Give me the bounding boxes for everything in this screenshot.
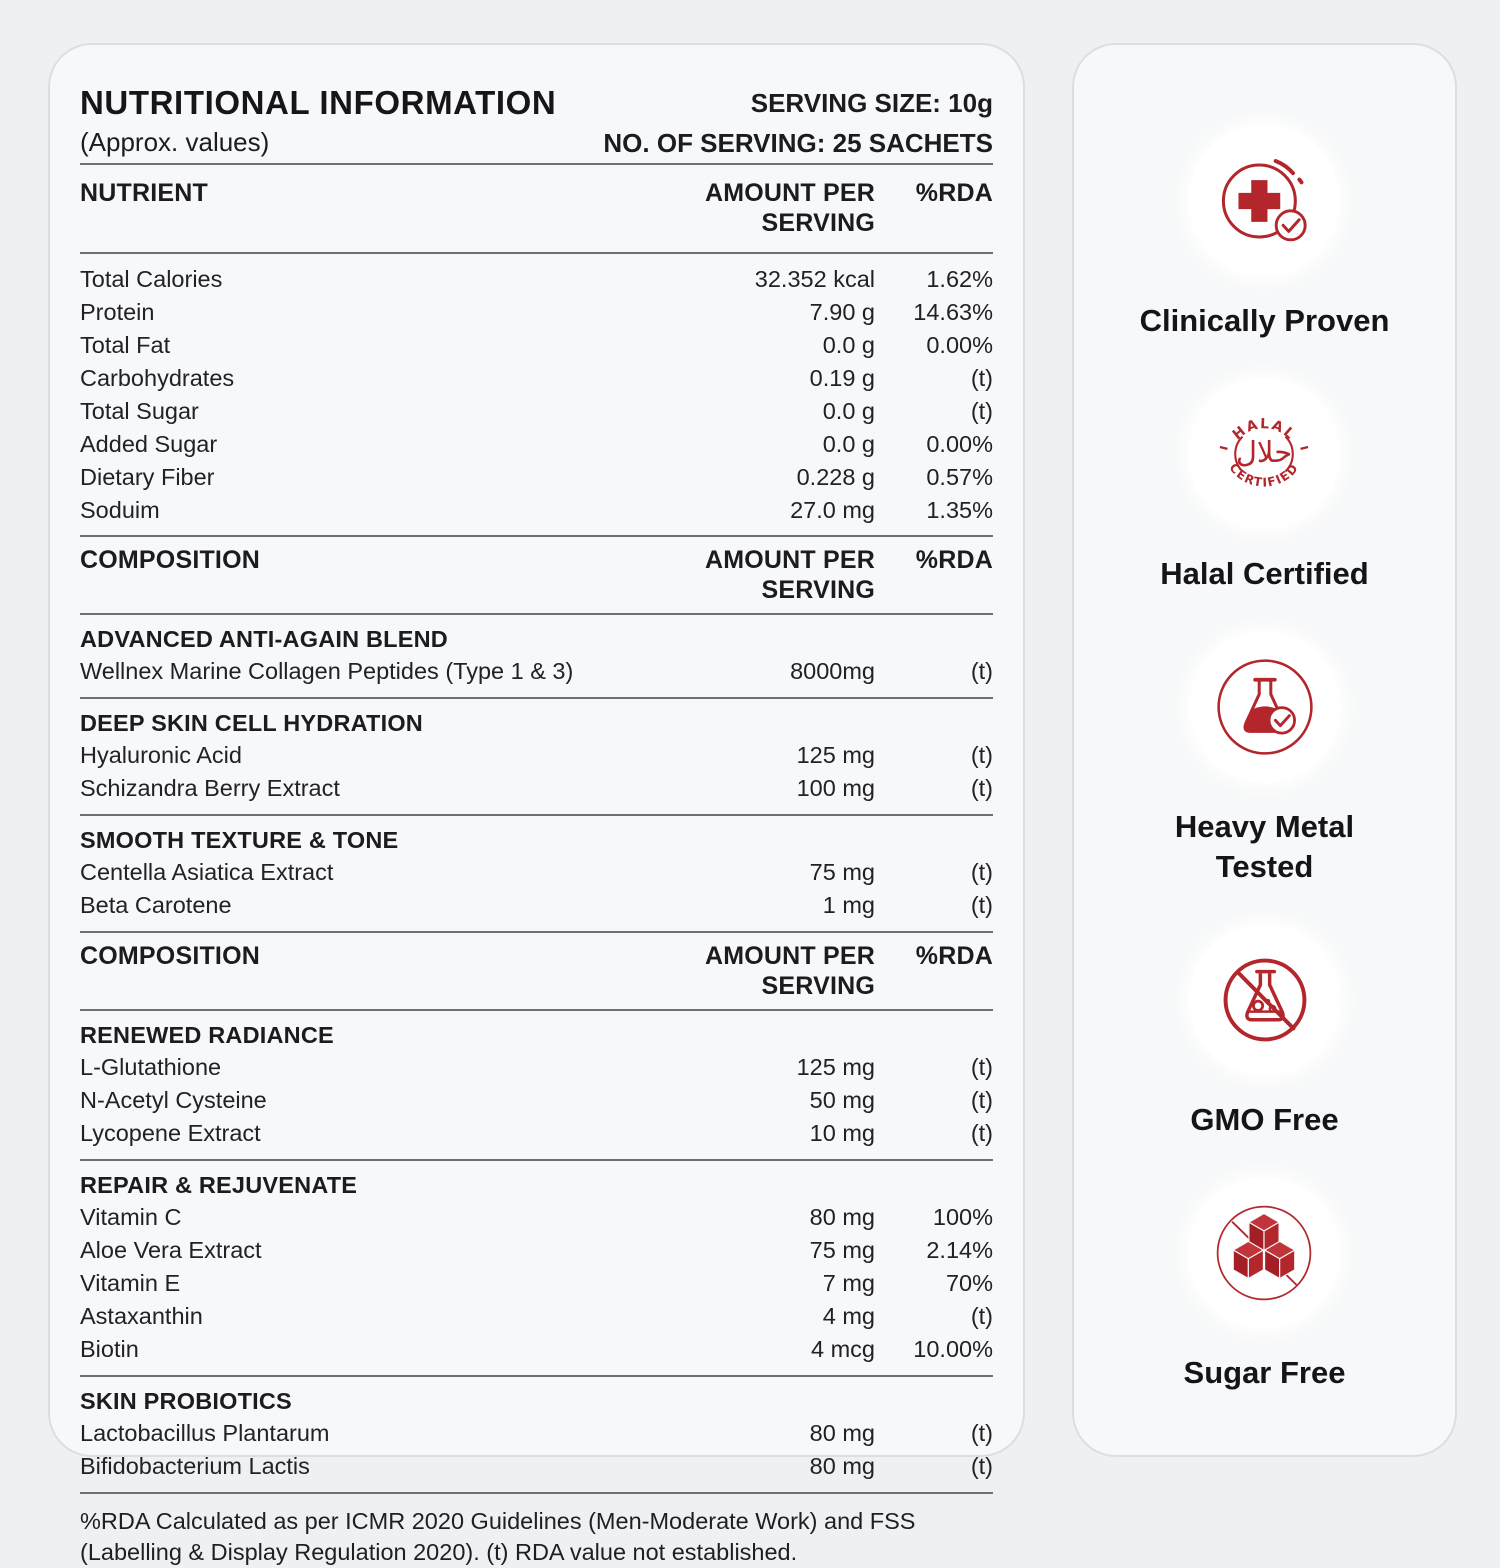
row-rda: (t) bbox=[970, 1054, 993, 1080]
col-nutrient: NUTRIENT bbox=[80, 179, 208, 207]
row-name: Bifidobacterium Lactis bbox=[80, 1453, 310, 1479]
row-rda: 70% bbox=[945, 1270, 993, 1296]
group-title: ADVANCED ANTI-AGAIN BLEND bbox=[80, 626, 448, 652]
row-amount: 0.19 g bbox=[809, 365, 875, 391]
table-row bbox=[80, 772, 993, 805]
row-amount: 100 mg bbox=[796, 775, 875, 801]
table-row bbox=[80, 655, 993, 688]
group-renewed-radiance bbox=[80, 1011, 993, 1161]
row-rda: (t) bbox=[970, 658, 993, 684]
row-amount: 7.90 g bbox=[809, 299, 875, 325]
badge-label-line2: Tested bbox=[1215, 849, 1314, 884]
badge-circle bbox=[1188, 378, 1340, 530]
group-deep-skin-cell-hydration bbox=[80, 699, 993, 816]
row-amount: 0.0 g bbox=[822, 332, 875, 358]
row-name: Dietary Fiber bbox=[80, 464, 215, 490]
composition-header-1 bbox=[80, 537, 993, 613]
row-name: Centella Asiatica Extract bbox=[80, 859, 334, 885]
table-row bbox=[80, 889, 993, 922]
table-row bbox=[80, 856, 993, 889]
row-name: Vitamin C bbox=[80, 1204, 182, 1230]
row-name: Beta Carotene bbox=[80, 892, 232, 918]
row-amount: 32.352 kcal bbox=[754, 266, 875, 292]
table-row bbox=[80, 1333, 993, 1366]
row-rda: (t) bbox=[970, 365, 993, 391]
row-amount: 7 mg bbox=[822, 1270, 875, 1296]
medical-cross-check-icon bbox=[1206, 143, 1322, 259]
row-name: Carbohydrates bbox=[80, 365, 235, 391]
badge-sugar-free bbox=[1184, 1177, 1346, 1393]
table-row bbox=[80, 395, 993, 428]
row-name: N-Acetyl Cysteine bbox=[80, 1087, 267, 1113]
badge-label bbox=[1175, 807, 1354, 887]
group-repair-rejuvenate bbox=[80, 1161, 993, 1377]
table-row bbox=[80, 1051, 993, 1084]
footnote-line-2: (Labelling & Display Regulation 2020). (t) RDA value not established. bbox=[80, 1539, 798, 1565]
row-name: Aloe Vera Extract bbox=[80, 1237, 262, 1263]
row-amount: 75 mg bbox=[809, 859, 875, 885]
row-rda: (t) bbox=[970, 1420, 993, 1446]
row-rda: 10.00% bbox=[913, 1336, 993, 1362]
row-name: Total Calories bbox=[80, 266, 223, 292]
stamp-arabic-text: حلال bbox=[1236, 435, 1293, 470]
table-row bbox=[80, 1201, 993, 1234]
row-name: Total Fat bbox=[80, 332, 171, 358]
serving-size: SERVING SIZE: 10g bbox=[750, 88, 993, 118]
page-subtitle: (Approx. values) bbox=[80, 127, 270, 157]
row-name: Biotin bbox=[80, 1336, 139, 1362]
row-amount: 1 mg bbox=[822, 892, 875, 918]
col-amount: AMOUNT PER SERVING bbox=[704, 546, 875, 604]
row-rda: (t) bbox=[970, 1453, 993, 1479]
serving-count: NO. OF SERVING: 25 SACHETS bbox=[603, 128, 993, 158]
row-name: Vitamin E bbox=[80, 1270, 181, 1296]
col-amount: AMOUNT PER SERVING bbox=[704, 942, 875, 1000]
rda-footnote bbox=[80, 1506, 993, 1568]
row-amount: 10 mg bbox=[809, 1120, 875, 1146]
row-amount: 0.0 g bbox=[822, 398, 875, 424]
group-title: SKIN PROBIOTICS bbox=[80, 1388, 292, 1414]
row-amount: 80 mg bbox=[809, 1204, 875, 1230]
row-rda: 0.00% bbox=[926, 431, 993, 457]
row-name: L-Glutathione bbox=[80, 1054, 222, 1080]
table-row bbox=[80, 428, 993, 461]
col-rda: %RDA bbox=[915, 179, 993, 207]
badge-label: Clinically Proven bbox=[1139, 303, 1390, 338]
group-title: SMOOTH TEXTURE & TONE bbox=[80, 827, 399, 853]
page-title: NUTRITIONAL INFORMATION bbox=[80, 84, 557, 121]
certification-panel bbox=[1072, 43, 1457, 1457]
table-row bbox=[80, 1117, 993, 1150]
row-amount: 8000mg bbox=[790, 658, 875, 684]
row-amount: 80 mg bbox=[809, 1453, 875, 1479]
col-amount: AMOUNT PER SERVING bbox=[704, 179, 875, 237]
nutrient-rows bbox=[80, 254, 993, 535]
group-skin-probiotics bbox=[80, 1377, 993, 1494]
row-amount: 0.0 g bbox=[822, 431, 875, 457]
panel-header bbox=[80, 81, 993, 163]
row-amount: 4 mcg bbox=[811, 1336, 875, 1362]
row-rda: (t) bbox=[970, 1303, 993, 1329]
row-rda: (t) bbox=[970, 892, 993, 918]
row-amount: 75 mg bbox=[809, 1237, 875, 1263]
badge-label: Halal Certified bbox=[1160, 556, 1369, 591]
row-rda: 14.63% bbox=[913, 299, 993, 325]
table-row bbox=[80, 1450, 993, 1483]
badge-circle bbox=[1188, 125, 1340, 277]
title-block bbox=[80, 81, 556, 160]
nutrition-panel bbox=[48, 43, 1025, 1565]
row-amount: 27.0 mg bbox=[790, 497, 875, 523]
row-name: Total Sugar bbox=[80, 398, 199, 424]
table-row bbox=[80, 739, 993, 772]
badge-label: Sugar Free bbox=[1183, 1355, 1346, 1390]
table-row bbox=[80, 1234, 993, 1267]
row-name: Protein bbox=[80, 299, 155, 325]
table-row bbox=[80, 1417, 993, 1450]
col-rda: %RDA bbox=[915, 546, 993, 574]
row-rda: (t) bbox=[970, 775, 993, 801]
row-amount: 80 mg bbox=[809, 1420, 875, 1446]
badge-label-line1: Heavy Metal bbox=[1174, 809, 1355, 844]
badge-circle bbox=[1188, 1177, 1340, 1329]
composition-header-2 bbox=[80, 933, 993, 1009]
row-name: Astaxanthin bbox=[80, 1303, 203, 1329]
footnote-line-1: %RDA Calculated as per ICMR 2020 Guidelines (Men-Moderate Work) and FSS bbox=[80, 1508, 916, 1534]
group-title: REPAIR & REJUVENATE bbox=[80, 1172, 358, 1198]
badge-label: GMO Free bbox=[1190, 1102, 1339, 1137]
row-rda: 0.00% bbox=[926, 332, 993, 358]
table-row bbox=[80, 329, 993, 362]
flask-check-icon bbox=[1207, 649, 1323, 765]
row-rda: 2.14% bbox=[926, 1237, 993, 1263]
row-rda: 0.57% bbox=[926, 464, 993, 490]
table-row bbox=[80, 461, 993, 494]
divider bbox=[80, 1492, 993, 1494]
row-name: Lycopene Extract bbox=[80, 1120, 261, 1146]
row-rda: (t) bbox=[970, 1087, 993, 1113]
badge-clinically-proven bbox=[1140, 125, 1390, 341]
row-rda: 100% bbox=[932, 1204, 993, 1230]
row-amount: 0.228 g bbox=[796, 464, 875, 490]
table-row bbox=[80, 494, 993, 527]
row-rda: (t) bbox=[970, 742, 993, 768]
row-rda: (t) bbox=[970, 859, 993, 885]
halal-stamp-icon bbox=[1206, 396, 1322, 512]
badge-halal-certified bbox=[1160, 378, 1368, 594]
row-name: Hyaluronic Acid bbox=[80, 742, 242, 768]
row-name: Schizandra Berry Extract bbox=[80, 775, 340, 801]
group-advanced-anti-again-blend bbox=[80, 615, 993, 699]
row-name: Lactobacillus Plantarum bbox=[80, 1420, 330, 1446]
row-rda: 1.35% bbox=[926, 497, 993, 523]
group-title: RENEWED RADIANCE bbox=[80, 1022, 334, 1048]
table-row bbox=[80, 362, 993, 395]
group-title: DEEP SKIN CELL HYDRATION bbox=[80, 710, 423, 736]
table-row bbox=[80, 263, 993, 296]
row-rda: (t) bbox=[970, 398, 993, 424]
badge-circle bbox=[1189, 924, 1341, 1076]
row-amount: 125 mg bbox=[796, 1054, 875, 1080]
serving-info bbox=[603, 81, 993, 163]
table-row bbox=[80, 1084, 993, 1117]
badge-heavy-metal-tested bbox=[1175, 631, 1354, 887]
row-rda: 1.62% bbox=[926, 266, 993, 292]
table-row bbox=[80, 1300, 993, 1333]
col-rda: %RDA bbox=[915, 942, 993, 970]
row-name: Added Sugar bbox=[80, 431, 218, 457]
table-row bbox=[80, 296, 993, 329]
col-composition: COMPOSITION bbox=[80, 942, 260, 970]
group-smooth-texture-tone bbox=[80, 816, 993, 933]
row-amount: 125 mg bbox=[796, 742, 875, 768]
row-name: Wellnex Marine Collagen Peptides (Type 1 & 3) bbox=[80, 658, 574, 684]
nutrient-table-header bbox=[80, 165, 993, 252]
row-name: Soduim bbox=[80, 497, 160, 523]
no-flask-icon bbox=[1207, 942, 1323, 1058]
table-row bbox=[80, 1267, 993, 1300]
col-composition: COMPOSITION bbox=[80, 546, 260, 574]
badge-circle bbox=[1189, 631, 1341, 783]
stamp-top-text: HALAL bbox=[1230, 416, 1299, 444]
no-sugar-cubes-icon bbox=[1206, 1195, 1322, 1311]
badge-gmo-free bbox=[1189, 924, 1341, 1140]
row-amount: 50 mg bbox=[809, 1087, 875, 1113]
row-amount: 4 mg bbox=[822, 1303, 875, 1329]
stamp-bottom-text: CERTIFIED bbox=[1226, 460, 1303, 490]
row-rda: (t) bbox=[970, 1120, 993, 1146]
